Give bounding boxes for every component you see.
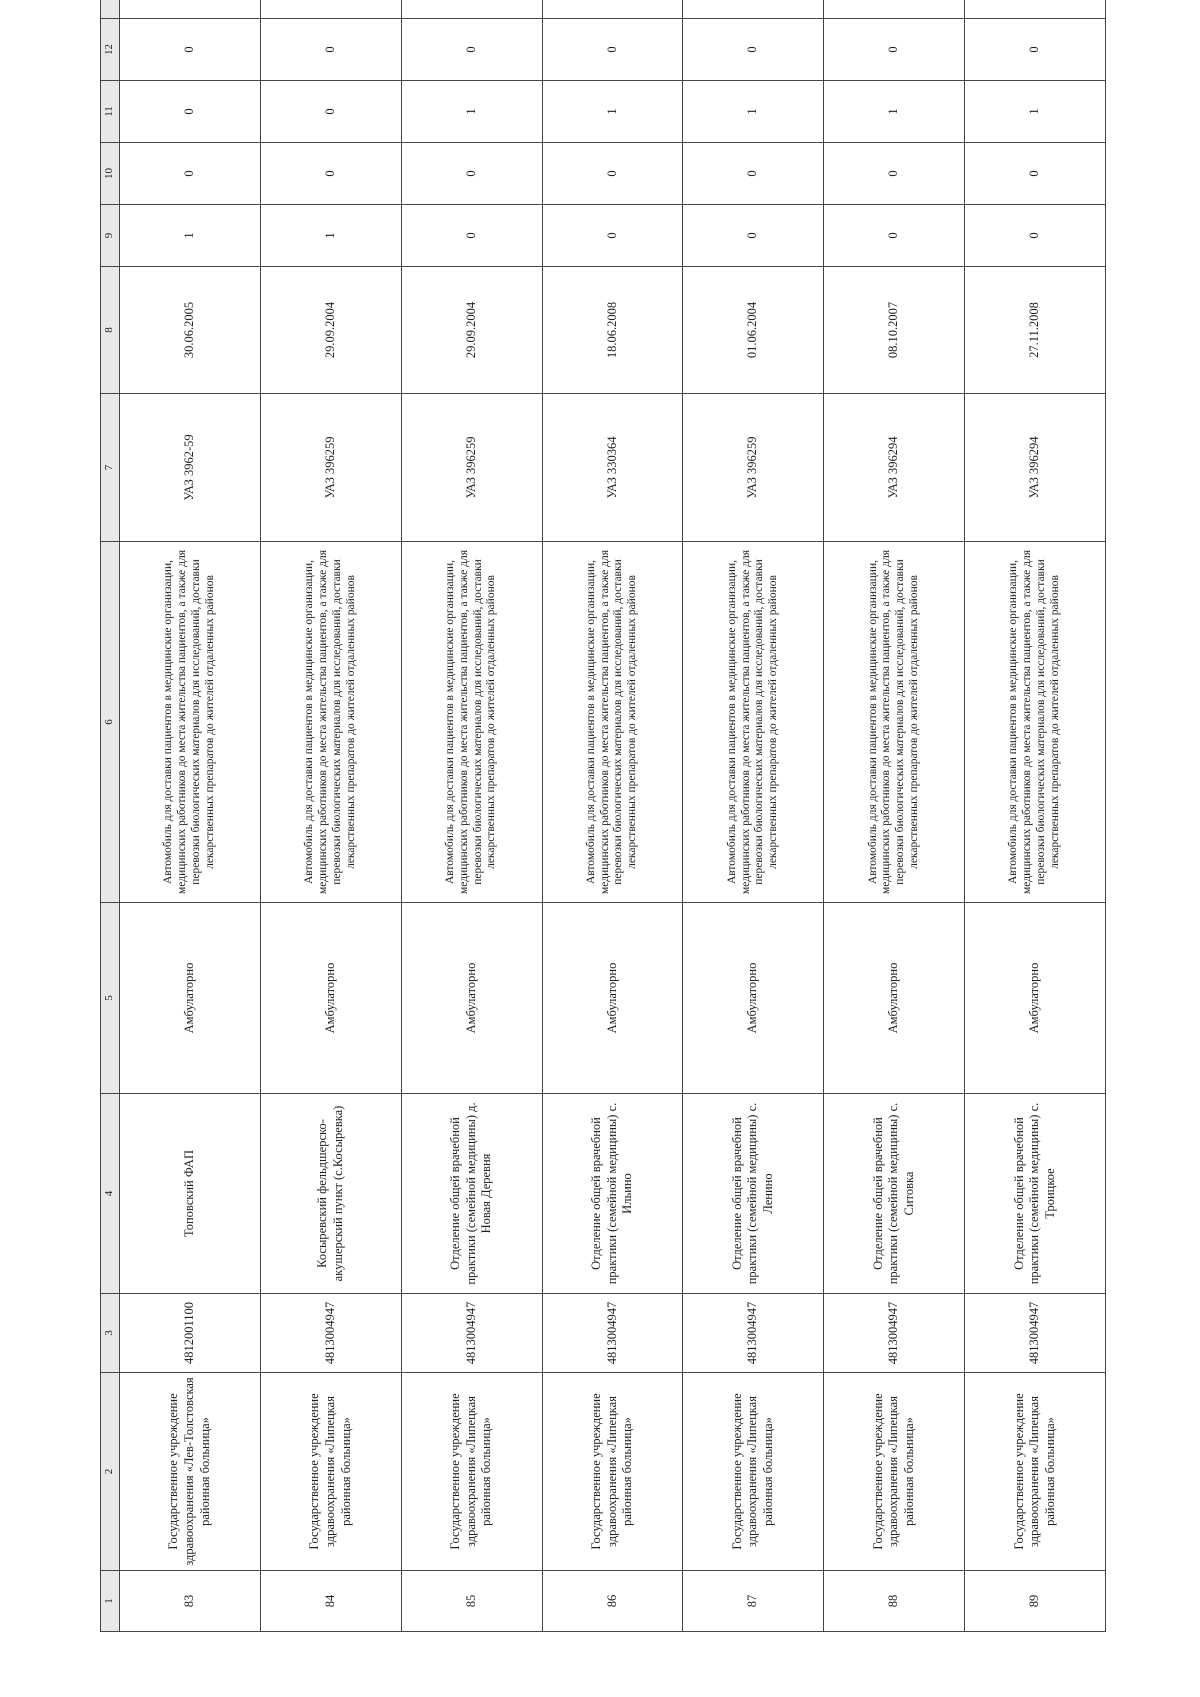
count-cell-col13: [965, 0, 1106, 19]
row-number-cell: 89: [965, 1571, 1106, 1632]
inn-cell: 4813004947: [401, 1294, 542, 1373]
medical-unit-cell: Отделение общей врачебной практики (семейной медицины) с. Ленино: [683, 1094, 824, 1294]
column-number: 10: [101, 143, 120, 205]
column-number: 9: [101, 205, 120, 267]
count-cell-col12: 0: [542, 19, 683, 81]
count-cell-col11: 1: [683, 81, 824, 143]
count-cell-col9: 0: [683, 205, 824, 267]
count-cell-col11: 0: [260, 81, 401, 143]
count-cell-col9: 0: [401, 205, 542, 267]
vehicle-model-cell: УАЗ 396259: [401, 394, 542, 542]
organization-cell: Государственное учреждение здравоохранения «Липецкая районная больница»: [683, 1373, 824, 1571]
row-number-cell: 83: [120, 1571, 261, 1632]
column-number: 3: [101, 1294, 120, 1373]
inn-cell: 4813004947: [260, 1294, 401, 1373]
vehicle-model-cell: УАЗ 396259: [683, 394, 824, 542]
row-number-cell: 86: [542, 1571, 683, 1632]
count-cell-col10: 0: [683, 143, 824, 205]
column-number: 4: [101, 1094, 120, 1294]
vehicle-purpose-cell: Автомобиль для доставки пациентов в медицинские организации, медицинских работников до места жительства пациентов, а также для перевозки биологических материалов для исследований, доставки лекарственных препаратов до жителей отдаленных районов: [683, 542, 824, 903]
row-number-cell: 88: [824, 1571, 965, 1632]
organization-cell: Государственное учреждение здравоохранения «Липецкая районная больница»: [542, 1373, 683, 1571]
registration-date-cell: 08.10.2007: [824, 267, 965, 394]
table-row: [401, 0, 542, 1632]
vehicle-purpose-cell: Автомобиль для доставки пациентов в медицинские организации, медицинских работников до места жительства пациентов, а также для перевозки биологических материалов для исследований, доставки лекарственных препаратов до жителей отдаленных районов: [965, 542, 1106, 903]
count-cell-col12: 0: [260, 19, 401, 81]
vehicle-model-cell: УАЗ 396294: [965, 394, 1106, 542]
table-row: [542, 0, 683, 1632]
count-cell-col9: 0: [542, 205, 683, 267]
column-number: 1: [101, 1571, 120, 1632]
count-cell-col12: 0: [120, 19, 261, 81]
count-cell-col11: 0: [120, 81, 261, 143]
care-type-cell: Амбулаторно: [683, 903, 824, 1094]
column-number: 11: [101, 81, 120, 143]
medical-unit-cell: Отделение общей врачебной практики (семейной медицины) с. Ситовка: [824, 1094, 965, 1294]
count-cell-col10: 0: [824, 143, 965, 205]
count-cell-col10: 0: [260, 143, 401, 205]
count-cell-col10: 0: [542, 143, 683, 205]
care-type-cell: Амбулаторно: [120, 903, 261, 1094]
vehicle-purpose-cell: Автомобиль для доставки пациентов в медицинские организации, медицинских работников до места жительства пациентов, а также для перевозки биологических материалов для исследований, доставки лекарственных препаратов до жителей отдаленных районов: [260, 542, 401, 903]
count-cell-col13: [824, 0, 965, 19]
count-cell-col13: [683, 0, 824, 19]
organization-cell: Государственное учреждение здравоохранения «Липецкая районная больница»: [824, 1373, 965, 1571]
count-cell-col12: 0: [965, 19, 1106, 81]
registration-date-cell: 29.09.2004: [260, 267, 401, 394]
medical-unit-cell: Косыревский фельдшерско-акушерский пункт (с.Косыревка): [260, 1094, 401, 1294]
medical-unit-cell: Отделение общей врачебной практики (семейной медицины) с. Ильино: [542, 1094, 683, 1294]
vehicle-model-cell: УАЗ 3962-59: [120, 394, 261, 542]
count-cell-col11: 1: [824, 81, 965, 143]
organization-cell: Государственное учреждение здравоохранения «Лев-Толстовская районная больница»: [120, 1373, 261, 1571]
medical-unit-cell: Отделение общей врачебной практики (семейной медицины) с. Троицкое: [965, 1094, 1106, 1294]
registration-date-cell: 30.06.2005: [120, 267, 261, 394]
registration-date-cell: 01.06.2004: [683, 267, 824, 394]
care-type-cell: Амбулаторно: [542, 903, 683, 1094]
column-number: 6: [101, 542, 120, 903]
vehicle-model-cell: УАЗ 330364: [542, 394, 683, 542]
vehicle-purpose-cell: Автомобиль для доставки пациентов в медицинские организации, медицинских работников до места жительства пациентов, а также для перевозки биологических материалов для исследований, доставки лекарственных препаратов до жителей отдаленных районов: [824, 542, 965, 903]
organization-cell: Государственное учреждение здравоохранения «Липецкая районная больница»: [401, 1373, 542, 1571]
vehicle-purpose-cell: Автомобиль для доставки пациентов в медицинские организации, медицинских работников до места жительства пациентов, а также для перевозки биологических материалов для исследований, доставки лекарственных препаратов до жителей отдаленных районов: [542, 542, 683, 903]
care-type-cell: Амбулаторно: [260, 903, 401, 1094]
row-number-cell: 87: [683, 1571, 824, 1632]
count-cell-col10: 0: [401, 143, 542, 205]
vehicle-model-cell: УАЗ 396259: [260, 394, 401, 542]
care-type-cell: Амбулаторно: [401, 903, 542, 1094]
inn-cell: 4812001100: [120, 1294, 261, 1373]
registration-date-cell: 27.11.2008: [965, 267, 1106, 394]
count-cell-col9: 0: [824, 205, 965, 267]
count-cell-col12: 0: [824, 19, 965, 81]
count-cell-col13: [260, 0, 401, 19]
medical-unit-cell: Отделение общей врачебной практики (семейной медицины) д. Новая Деревня: [401, 1094, 542, 1294]
count-cell-col9: 1: [260, 205, 401, 267]
care-type-cell: Амбулаторно: [965, 903, 1106, 1094]
count-cell-col13: [542, 0, 683, 19]
vehicle-registry-table: [100, 0, 1106, 1632]
care-type-cell: Амбулаторно: [824, 903, 965, 1094]
column-number-row: [101, 0, 120, 1632]
count-cell-col12: 0: [401, 19, 542, 81]
count-cell-col10: 0: [965, 143, 1106, 205]
column-number: 7: [101, 394, 120, 542]
table-row: [965, 0, 1106, 1632]
count-cell-col11: 1: [401, 81, 542, 143]
count-cell-col12: 0: [683, 19, 824, 81]
count-cell-col13: [401, 0, 542, 19]
vehicle-purpose-cell: Автомобиль для доставки пациентов в медицинские организации, медицинских работников до места жительства пациентов, а также для перевозки биологических материалов для исследований, доставки лекарственных препаратов до жителей отдаленных районов: [120, 542, 261, 903]
row-number-cell: 84: [260, 1571, 401, 1632]
vehicle-model-cell: УАЗ 396294: [824, 394, 965, 542]
table-row: [120, 0, 261, 1632]
column-number: 5: [101, 903, 120, 1094]
column-number: [101, 0, 120, 19]
inn-cell: 4813004947: [683, 1294, 824, 1373]
row-number-cell: 85: [401, 1571, 542, 1632]
inn-cell: 4813004947: [542, 1294, 683, 1373]
count-cell-col10: 0: [120, 143, 261, 205]
column-number: 12: [101, 19, 120, 81]
count-cell-col9: 0: [965, 205, 1106, 267]
medical-unit-cell: Топовский ФАП: [120, 1094, 261, 1294]
inn-cell: 4813004947: [965, 1294, 1106, 1373]
column-number: 8: [101, 267, 120, 394]
count-cell-col13: [120, 0, 261, 19]
table-row: [683, 0, 824, 1632]
count-cell-col9: 1: [120, 205, 261, 267]
table-row: [824, 0, 965, 1632]
vehicle-purpose-cell: Автомобиль для доставки пациентов в медицинские организации, медицинских работников до места жительства пациентов, а также для перевозки биологических материалов для исследований, доставки лекарственных препаратов до жителей отдаленных районов: [401, 542, 542, 903]
count-cell-col11: 1: [542, 81, 683, 143]
registration-date-cell: 29.09.2004: [401, 267, 542, 394]
table-row: [260, 0, 401, 1632]
column-number: 2: [101, 1373, 120, 1571]
registration-date-cell: 18.06.2008: [542, 267, 683, 394]
organization-cell: Государственное учреждение здравоохранения «Липецкая районная больница»: [965, 1373, 1106, 1571]
count-cell-col11: 1: [965, 81, 1106, 143]
organization-cell: Государственное учреждение здравоохранения «Липецкая районная больница»: [260, 1373, 401, 1571]
inn-cell: 4813004947: [824, 1294, 965, 1373]
